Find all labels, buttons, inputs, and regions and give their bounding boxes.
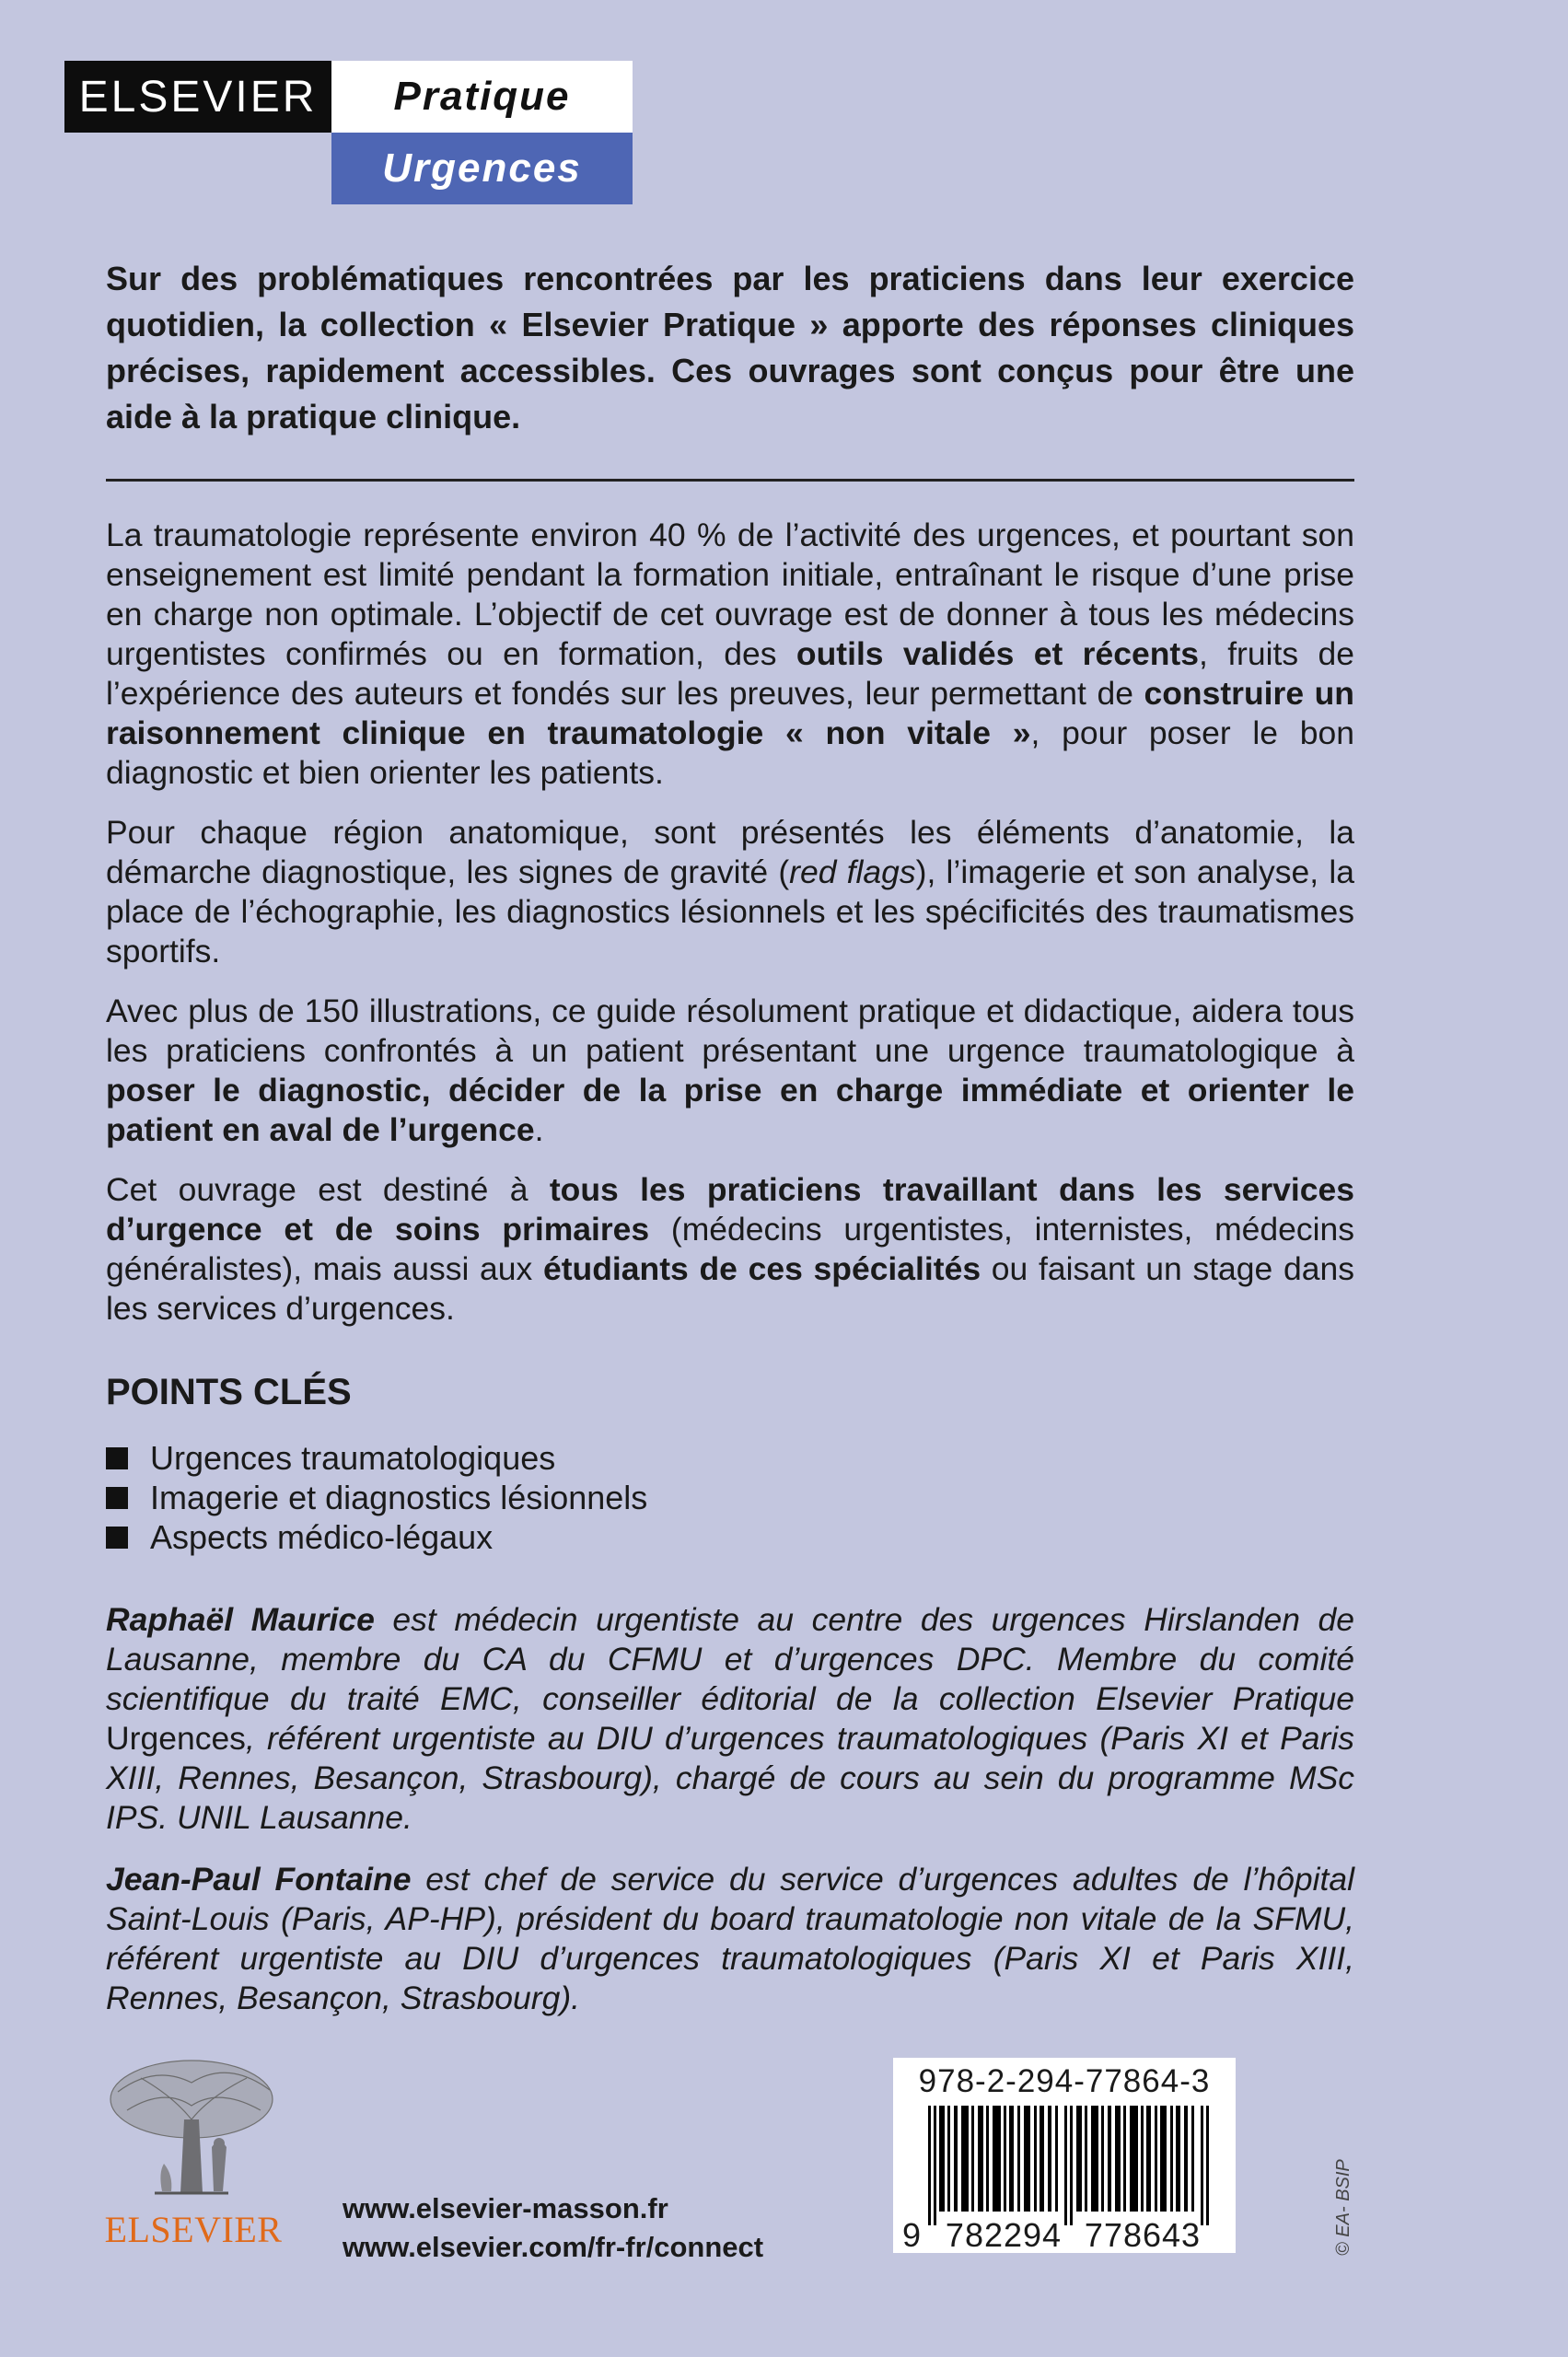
book-description <box>106 516 1354 1349</box>
isbn-barcode <box>893 2058 1236 2253</box>
description-paragraph-2: Pour chaque région anatomique, sont présentés les éléments d’anatomie, la démarche diagnostique, les signes de gravité (red flags), l’imagerie et son analyse, la place de l’échographie, les diagnostics lésionnels et les spécificités des traumatismes sportifs. <box>106 814 1354 970</box>
brand-subcollection: Urgences <box>331 133 633 204</box>
elsevier-wordmark: ELSEVIER <box>104 2209 283 2250</box>
description-paragraph-4: Cet ouvrage est destiné à tous les praticiens travaillant dans les services d’urgence et de soins primaires (médecins urgentistes, internistes, médecins généralistes), mais aussi aux étudiants de ces spécialités ou faisant un stage dans les services d’urgences. <box>106 1171 1354 1327</box>
square-bullet-icon <box>106 1527 128 1549</box>
barcode-bars-icon <box>928 2106 1214 2225</box>
author-name: Jean-Paul Fontaine <box>106 1861 412 1898</box>
author-bio-1: Raphaël Maurice est médecin urgentiste au centre des urgences Hirslanden de Lausanne, membre du CA du CFMU et d’urgences DPC. Membre du comité scientifique du traité EMC, conseiller éditorial de la collection Elsevier Pratique Urgences, référent urgentiste au DIU d’urgences traumatologiques (Paris XI et Paris XIII, Rennes, Besançon, Strasbourg), chargé de cours au sein du programme MSc IPS. UNIL Lausanne. <box>106 1601 1354 1836</box>
divider-rule <box>106 479 1354 482</box>
url-link[interactable]: www.elsevier.com/fr-fr/connect <box>343 2231 764 2263</box>
key-point-item: Imagerie et diagnostics lésionnels <box>106 1478 1354 1517</box>
elsevier-tree-logo-icon <box>99 2055 284 2202</box>
photo-credit: © EA- BSIP <box>1333 2159 1353 2256</box>
brand-collection: Pratique <box>331 61 633 133</box>
square-bullet-icon <box>106 1487 128 1509</box>
author-name: Raphaël Maurice <box>106 1601 375 1638</box>
key-point-item: Urgences traumatologiques <box>106 1438 1354 1478</box>
key-points-list <box>106 1438 1354 1557</box>
publisher-urls <box>343 2189 763 2267</box>
url-link[interactable]: www.elsevier-masson.fr <box>343 2192 668 2224</box>
square-bullet-icon <box>106 1447 128 1469</box>
key-points-title: POINTS CLÉS <box>106 1372 352 1412</box>
isbn-number: 978-2-294-77864-3 <box>918 2063 1211 2099</box>
description-paragraph-3: Avec plus de 150 illustrations, ce guide résolument pratique et didactique, aidera tous les praticiens confrontés à un patient présentant une urgence traumatologique à poser le diagnostic, décider de la prise en charge immédiate et orienter le patient en aval de l’urgence. <box>106 993 1354 1148</box>
barcode-digits: 9 782294 778643 <box>902 2216 1202 2254</box>
key-point-item: Aspects médico-légaux <box>106 1517 1354 1557</box>
brand-publisher: ELSEVIER <box>64 61 331 133</box>
collection-intro: Sur des problématiques rencontrées par les praticiens dans leur exercice quotidien, la collection « Elsevier Pratique » apporte des réponses cliniques précises, rapidement accessibles. Ces ouvrages sont conçus pour être une aide à la pratique clinique. <box>106 260 1354 435</box>
description-paragraph-1: La traumatologie représente environ 40 % de l’activité des urgences, et pourtant son enseignement est limité pendant la formation initiale, entraînant le risque d’une prise en charge non optimale. L’objectif de cet ouvrage est de donner à tous les médecins urgentistes confirmés ou en formation, des outils validés et récents, fruits de l’expérience des auteurs et fondés sur les preuves, leur permettant de construire un raisonnement clinique en traumatologie « non vitale », pour poser le bon diagnostic et bien orienter les patients. <box>106 517 1355 791</box>
author-bio-2: Jean-Paul Fontaine est chef de service du service d’urgences adultes de l’hôpital Saint-Louis (Paris, AP-HP), président du board traumatologie non vitale de la SFMU, référent urgentiste au DIU d’urgences traumatologiques (Paris XI et Paris XIII, Rennes, Besançon, Strasbourg). <box>106 1861 1355 2016</box>
